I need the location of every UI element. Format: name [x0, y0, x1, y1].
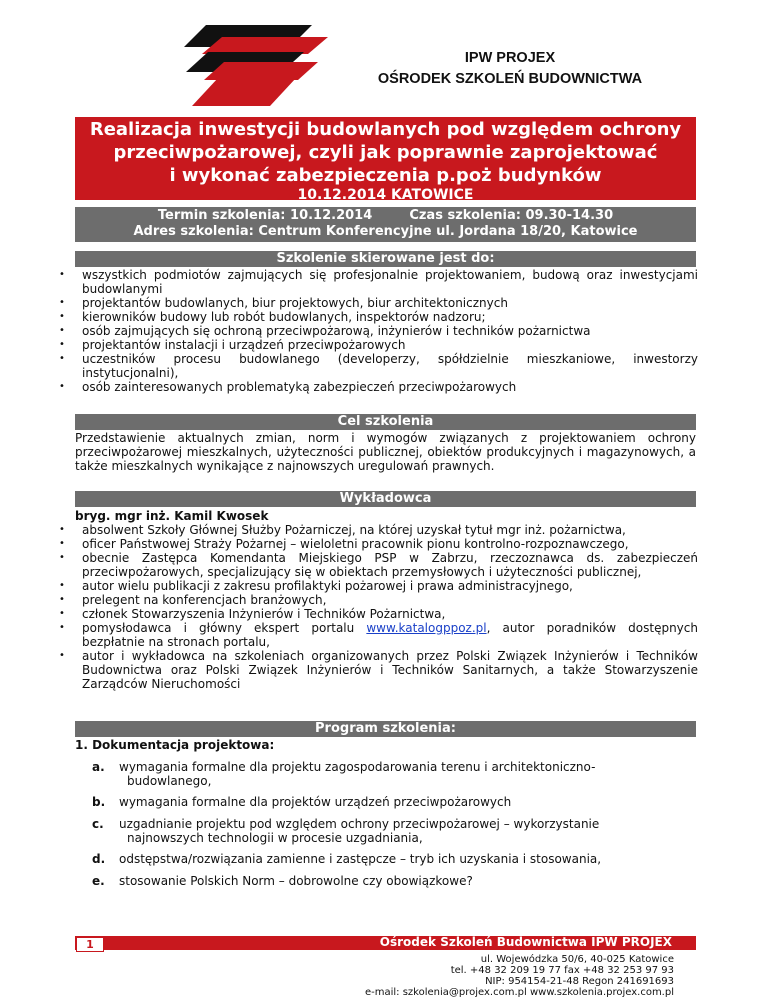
- audience-item: • projektantów budowlanych, biur projektowych, biur architektonicznych: [58, 296, 698, 310]
- lecturer-name: bryg. mgr inż. Kamil Kwosek: [75, 509, 269, 523]
- program-item-key: e.: [92, 874, 105, 888]
- portal-text-after: , autor poradników dostępnych bezpłatnie na stronach portalu,: [82, 621, 698, 649]
- program-item: [92, 852, 692, 866]
- page-number: 1: [76, 937, 104, 952]
- lecturer-item: • obecnie Zastępca Komendanta Miejskiego PSP w Zabrzu, rzeczoznawca ds. zabezpieczeń przeciwpożarowych, specjalizujący się w obiektach przemysłowych i użyteczności publicznej,: [58, 551, 698, 579]
- lecturer-item: • autor wielu publikacji z zakresu profilaktyki pożarowej i prawa administracyjnego,: [58, 579, 698, 593]
- audience-item: • projektantów instalacji i urządzeń przeciwpożarowych: [58, 338, 698, 352]
- portal-text-before: pomysłodawca i główny ekspert portalu: [82, 621, 367, 635]
- program-section-title: 1. Dokumentacja projektowa:: [75, 738, 275, 752]
- portal-link[interactable]: www.katalogppoz.pl: [366, 621, 487, 635]
- training-date: Termin szkolenia: 10.12.2014: [157, 208, 373, 223]
- goal-text: Przedstawienie aktualnych zmian, norm i wymogów związanych z projektowaniem ochrony przeciwpożarowej mieszkalnych, użyteczności publicznej, obiektów produkcyjnych i magazynowych, a także mieszkalnych wynikające z najnowszych uregulowań prawnych.: [75, 431, 696, 473]
- lecturer-item-portal: [58, 621, 698, 649]
- title-banner: [75, 117, 696, 203]
- program-item-text: odstępstwa/rozwiązania zamienne i zastępcze – tryb ich uzyskania i stosowania,: [119, 852, 602, 866]
- training-address: Adres szkolenia: Centrum Konferencyjne ul. Jordana 18/20, Katowice: [133, 224, 638, 239]
- program-item-key: b.: [92, 795, 106, 809]
- program-item-text: stosowanie Polskich Norm – dobrowolne czy obowiązkowe?: [119, 874, 473, 888]
- training-info-box: [75, 207, 696, 242]
- program-item-text: uzgadnianie projektu pod względem ochrony przeciwpożarowej – wykorzystanie: [119, 817, 600, 831]
- audience-item: • osób zainteresowanych problematyką zabezpieczeń przeciwpożarowych: [58, 380, 698, 394]
- footer-phone: tel. +48 32 209 19 77 fax +48 32 253 97 93: [450, 965, 674, 976]
- training-time-row: [75, 208, 696, 224]
- projex-logo: [178, 12, 328, 107]
- lecturer-item: • prelegent na konferencjach branżowych,: [58, 593, 698, 607]
- title-date: 10.12.2014 KATOWICE: [297, 187, 474, 203]
- program-item-text: wymagania formalne dla projektu zagospodarowania terenu i architektoniczno-: [119, 760, 596, 774]
- program-item-text: wymagania formalne dla projektów urządzeń przeciwpożarowych: [119, 795, 512, 809]
- lecturer-item: • autor i wykładowca na szkoleniach organizowanych przez Polski Związek Inżynierów i Techników Budownictwa oraz Polski Związek Inżynierów i Techników Sanitarnych, a także Stowarzyszenie Zarządców Nieruchomości: [58, 649, 698, 691]
- title-line-1: Realizacja inwestycji budowlanych pod względem ochrony: [89, 119, 682, 140]
- title-line-2: przeciwpożarowej, czyli jak poprawnie zaprojektować: [113, 142, 658, 163]
- program-item: [92, 795, 692, 809]
- logo-red-stripe-bottom: [192, 78, 296, 106]
- org-subtitle: OŚRODEK SZKOLEŃ BUDOWNICTWA: [377, 71, 643, 87]
- footer-org-name: Ośrodek Szkoleń Budownictwa IPW PROJEX: [379, 935, 672, 949]
- lecturer-item: • oficer Państwowej Straży Pożarnej – wieloletni pracownik pionu kontrolno-rozpoznawczego,: [58, 537, 698, 551]
- logo-red-stripe-mid: [204, 62, 318, 80]
- program-item-key: c.: [92, 817, 104, 831]
- training-hours: Czas szkolenia: 09.30-14.30: [409, 208, 614, 223]
- audience-item: • osób zajmujących się ochroną przeciwpożarową, inżynierów i techników pożarnictwa: [58, 324, 698, 338]
- audience-item: • wszystkich podmiotów zajmujących się profesjonalnie projektowaniem, budową oraz inwestycjami budowlanymi: [58, 268, 698, 296]
- audience-item: • uczestników procesu budowlanego (developerzy, spółdzielnie mieszkaniowe, inwestorzy instytucjonalni),: [58, 352, 698, 380]
- audience-list: [58, 268, 698, 394]
- lecturer-item: • członek Stowarzyszenia Inżynierów i Techników Pożarnictwa,: [58, 607, 698, 621]
- footer-contact: e-mail: szkolenia@projex.com.pl www.szkolenia.projex.com.pl: [364, 987, 674, 998]
- program-item: [92, 874, 692, 888]
- program-heading: Program szkolenia:: [75, 721, 696, 737]
- lecturer-item: • absolwent Szkoły Głównej Służby Pożarniczej, na której uzyskał tytuł mgr inż. pożarnictwa,: [58, 523, 698, 537]
- title-line-3: i wykonać zabezpieczenia p.poż budynków: [169, 165, 602, 186]
- program-item-text-cont: najnowszych technologii w procesie uzgadniania,: [127, 831, 423, 845]
- lecturer-heading: Wykładowca: [75, 491, 696, 507]
- program-item: [92, 817, 692, 845]
- program-item-text-cont: budowlanego,: [127, 774, 212, 788]
- lecturer-list: [58, 523, 698, 691]
- program-item-key: a.: [92, 760, 105, 774]
- goal-heading: Cel szkolenia: [75, 414, 696, 430]
- footer-address: ul. Wojewódzka 50/6, 40-025 Katowice: [480, 954, 674, 965]
- logo-red-stripe-top: [202, 37, 328, 54]
- footer-nip: NIP: 954154-21-48 Regon 241691693: [485, 976, 674, 987]
- program-item: [92, 760, 692, 788]
- audience-heading: Szkolenie skierowane jest do:: [75, 251, 696, 267]
- audience-item: • kierowników budowy lub robót budowlanych, inspektorów nadzoru;: [58, 310, 698, 324]
- org-name: IPW PROJEX: [464, 50, 556, 66]
- program-item-key: d.: [92, 852, 106, 866]
